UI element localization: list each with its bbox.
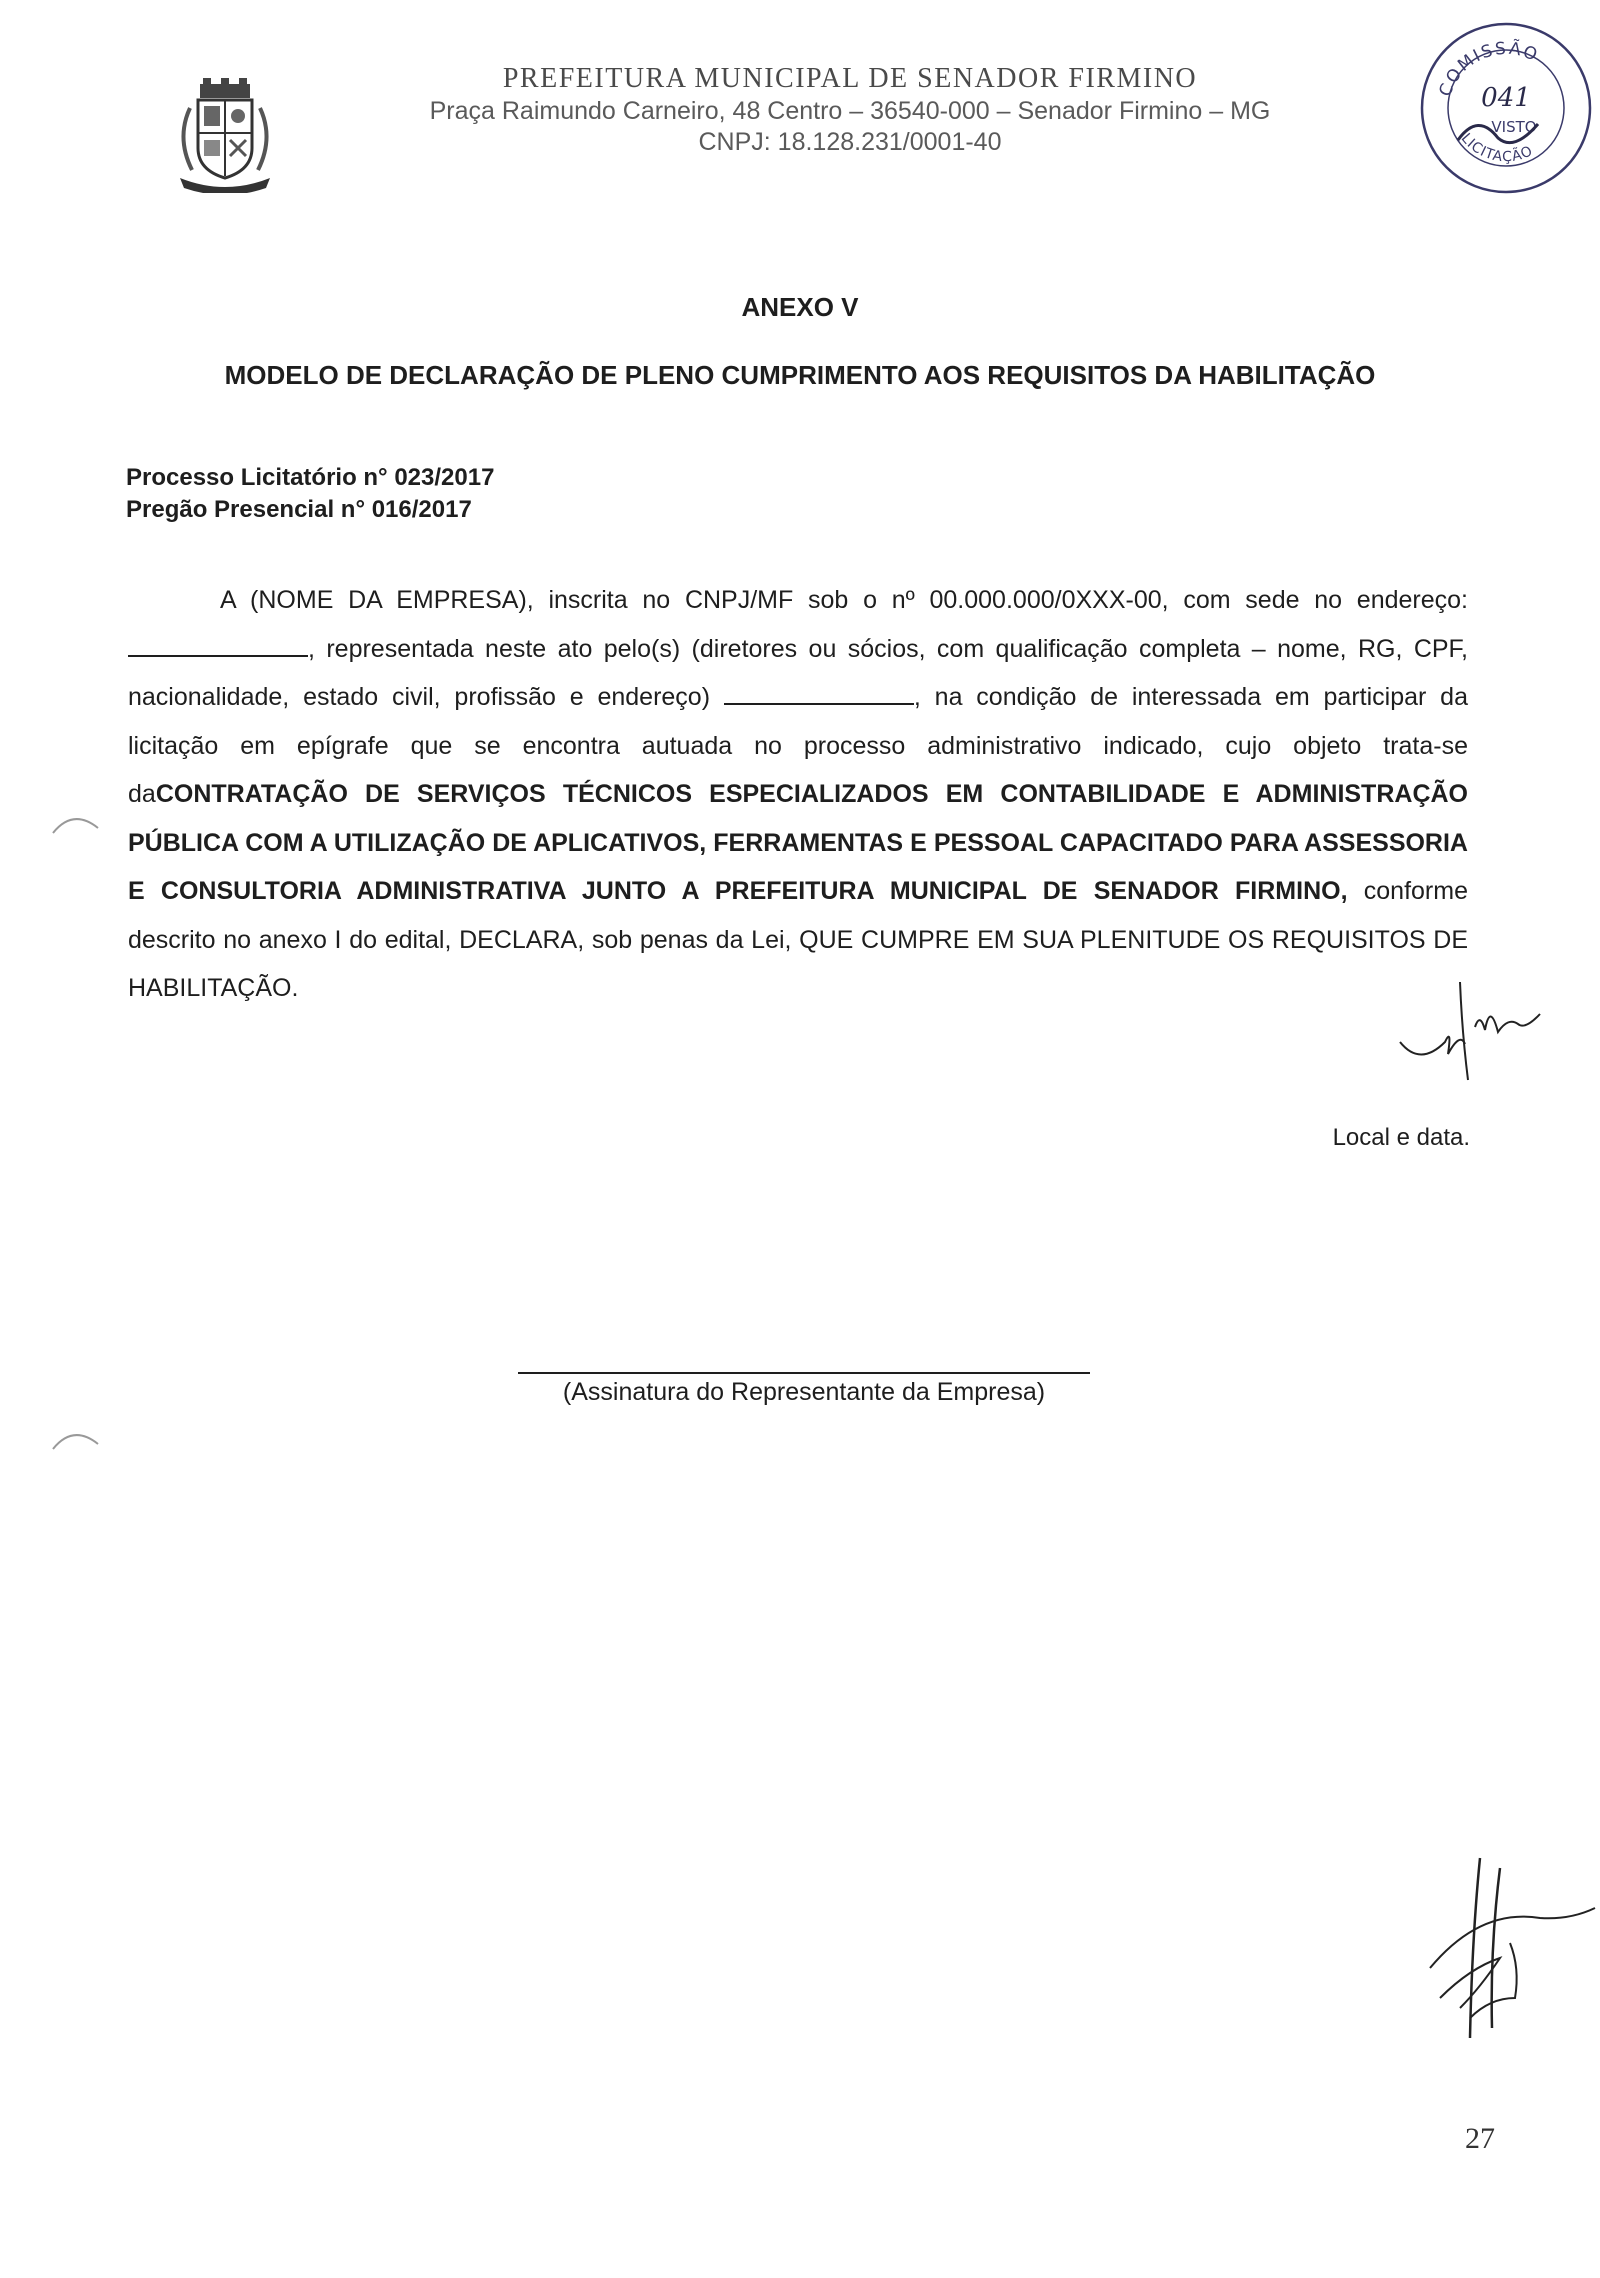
margin-mark-icon [48,808,108,838]
stamp-top-text: COMISSÃO [1435,38,1542,100]
municipality-name: PREFEITURA MUNICIPAL DE SENADOR FIRMINO [502,63,1198,94]
model-title: MODELO DE DECLARAÇÃO DE PLENO CUMPRIMENTO AOS REQUISITOS DA HABILITAÇÃO [224,360,1376,390]
representative-blank [724,683,914,705]
rubric-signature-icon [1420,1848,1600,2048]
process-number: Processo Licitatório n° 023/2017 [126,464,495,491]
declaration-body [128,576,1468,1013]
body-segment-4: conforme descrito no anexo I do edital, DECLARA, sob penas da Lei, QUE CUMPRE EM SUA PLENITUDE OS REQUISITOS DE HABILITAÇÃO. [128,877,1468,1002]
page-number: 27 [1465,2122,1495,2155]
annex-title: ANEXO V [741,292,859,322]
handwritten-initials-icon [1390,972,1570,1082]
municipal-crest-icon [170,78,280,193]
body-segment-2: , representada neste ato pelo(s) (diretores ou sócios, com qualificação completa – nome, RG, CPF, nacionalidade, estado civil, profissão e endereço) [128,634,1468,711]
margin-mark-icon [48,1424,108,1454]
signature-caption: (Assinatura do Representante da Empresa) [562,1378,1046,1406]
body-segment-1: A (NOME DA EMPRESA), inscrita no CNPJ/MF sob o nº 00.000.000/0XXX-00, com sede no endereço: [220,586,1468,614]
declaration-paragraph [128,576,1468,1013]
signature-line [518,1372,1090,1374]
body-segment-3: , na condição de interessada em participar da licitação em epígrafe que se encontra autuada no processo administrativo indicado, cujo objeto trata-se da [128,683,1468,808]
contract-object: CONTRATAÇÃO DE SERVIÇOS TÉCNICOS ESPECIALIZADOS EM CONTABILIDADE E ADMINISTRAÇÃO PÚBLICA COM A UTILIZAÇÃO DE APLICATIVOS, FERRAMENTAS E PESSOAL CAPACITADO PARA ASSESSORIA E CONSULTORIA ADMINISTRATIVA JUNTO A PREFEITURA MUNICIPAL DE SENADOR FIRMINO, [128,780,1468,905]
municipality-address: Praça Raimundo Carneiro, 48 Centro – 36540-000 – Senador Firmino – MG [429,97,1271,125]
letterhead [380,62,1320,158]
pregao-number: Pregão Presencial n° 016/2017 [126,496,472,523]
local-date: Local e data. [1332,1124,1470,1151]
stamp-bottom-text: LICITAÇÃO [1457,130,1536,166]
commission-stamp [1418,20,1594,196]
address-blank [128,635,308,657]
stamp-visto: VISTO [1491,118,1537,136]
stamp-number: 041 [1481,83,1531,113]
process-block [126,462,494,526]
municipality-cnpj: CNPJ: 18.128.231/0001-40 [698,128,1002,156]
